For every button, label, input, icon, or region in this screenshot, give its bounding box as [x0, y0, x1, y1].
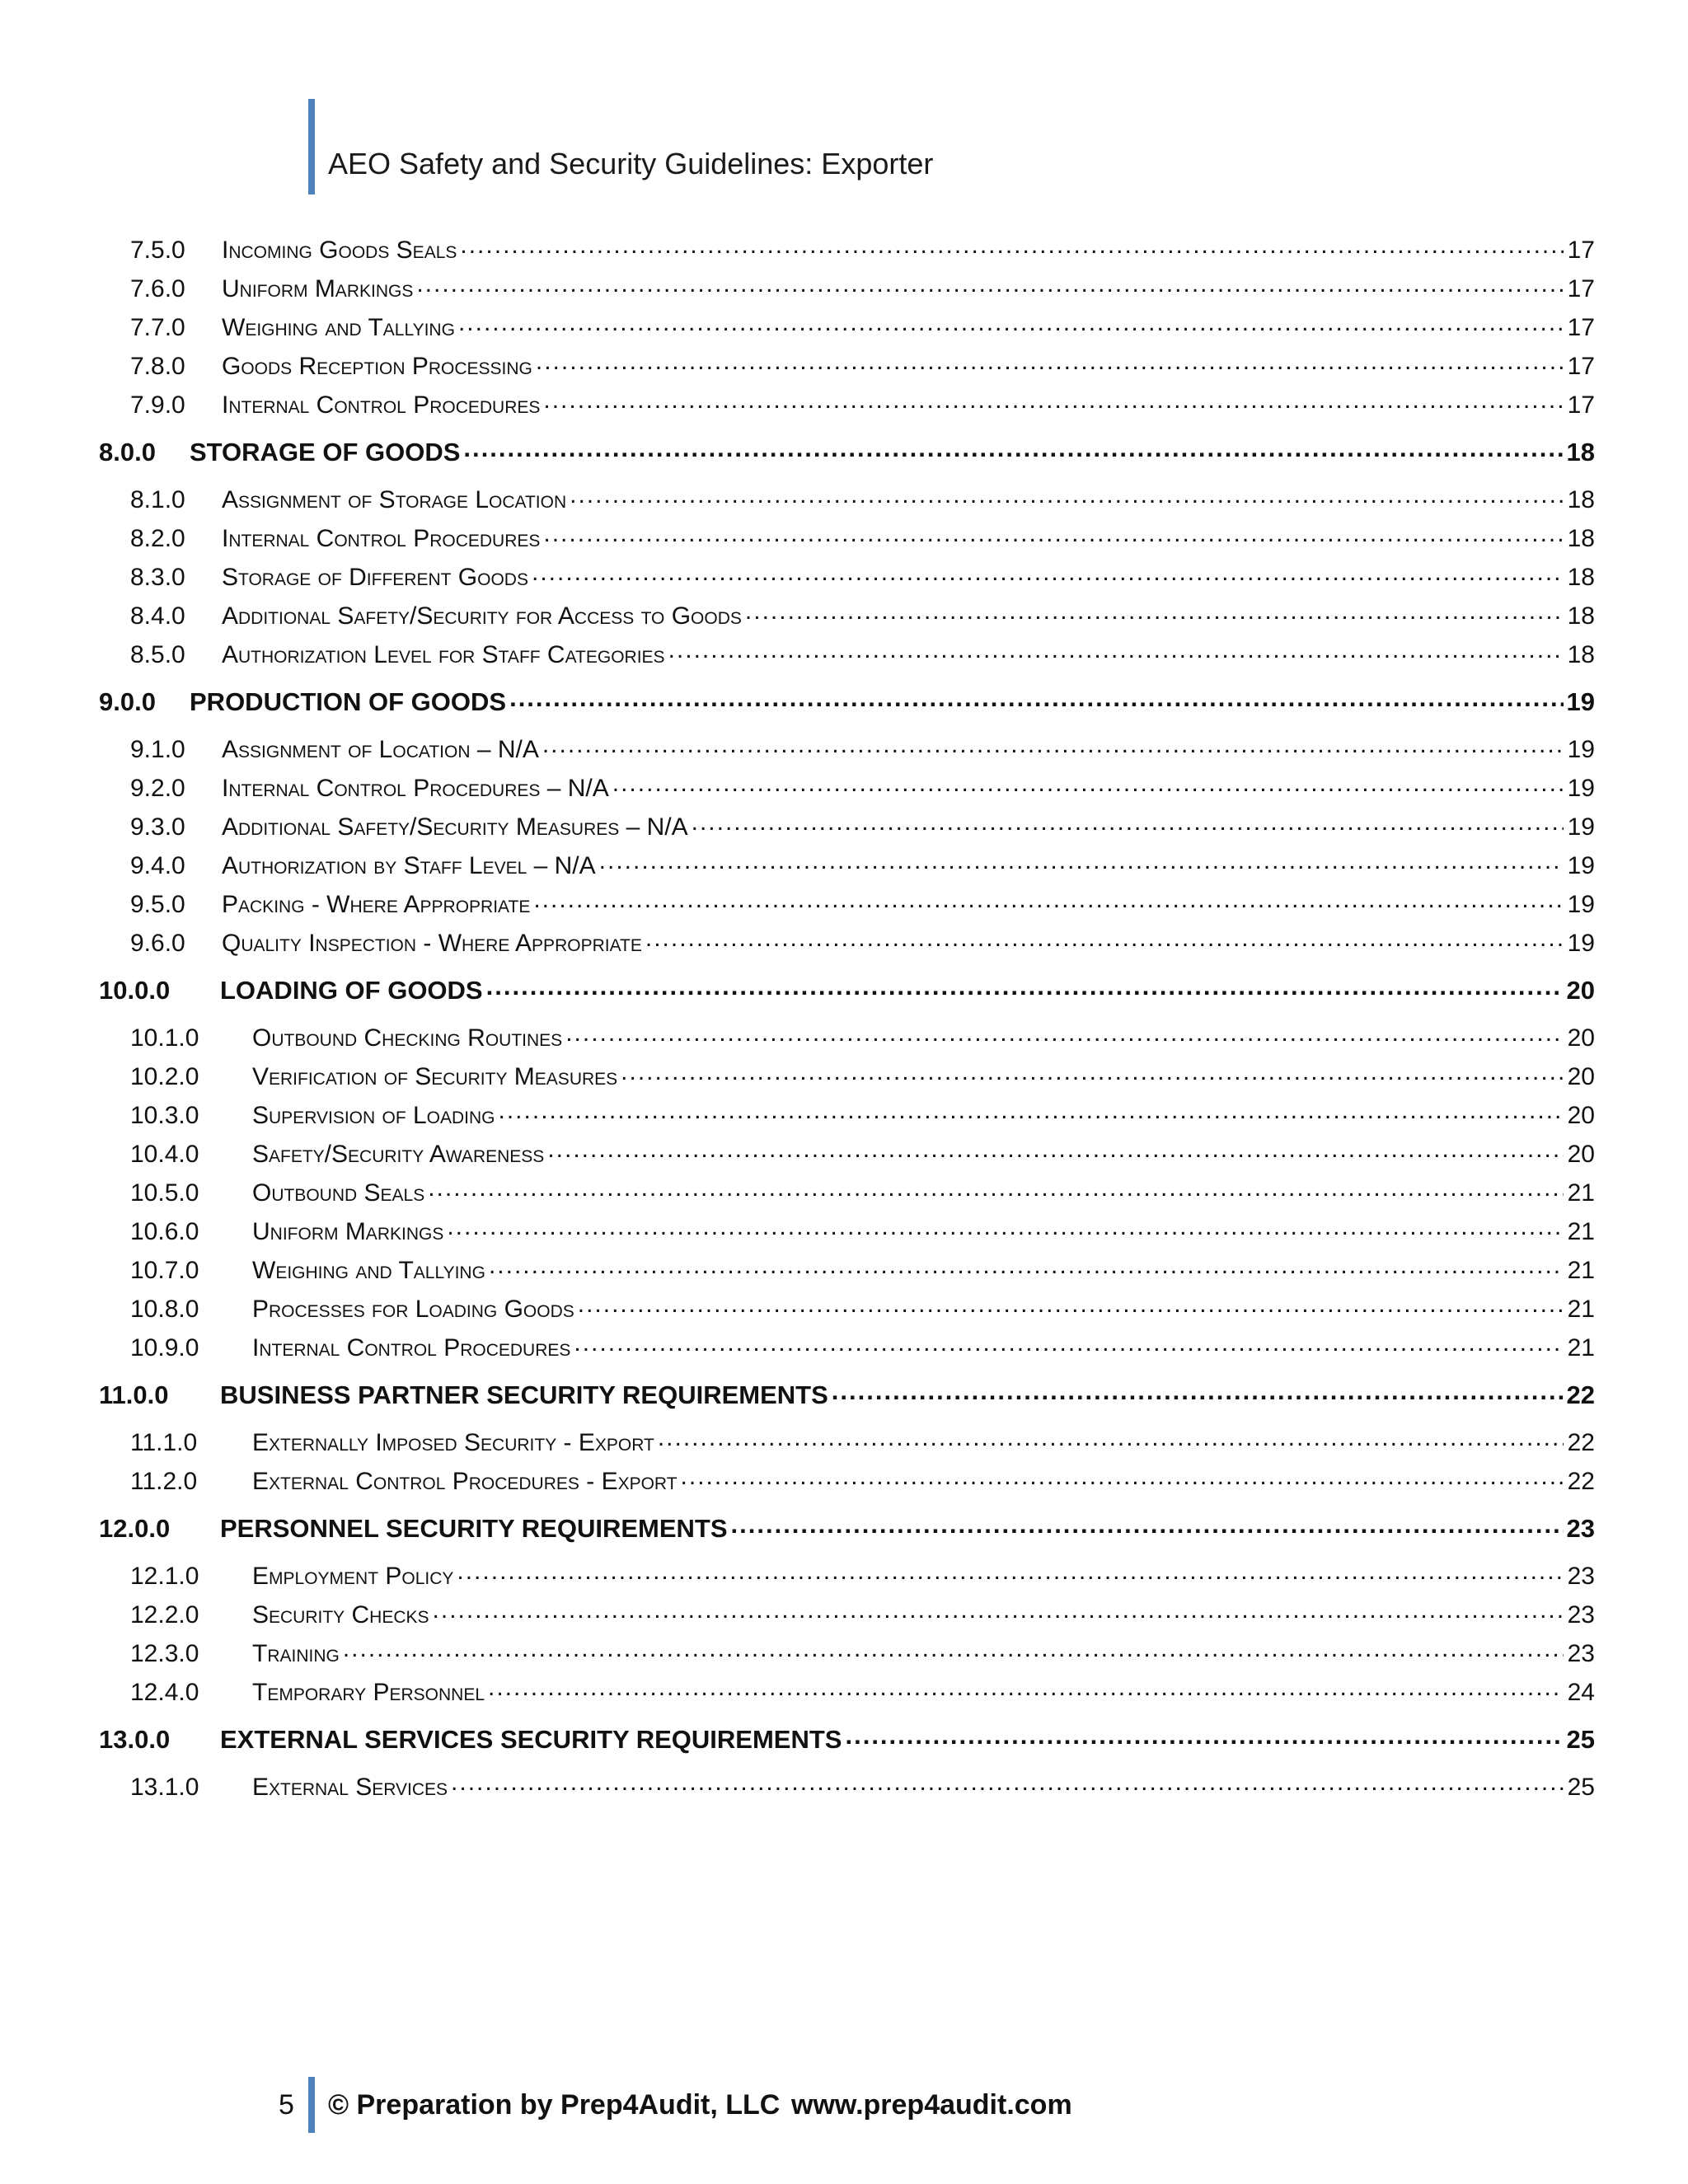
- toc-subsection-entry[interactable]: [99, 1557, 1595, 1596]
- toc-dot-leader: [533, 888, 1564, 912]
- toc-entry-page: 19: [1567, 736, 1595, 763]
- toc-entry-title: Externally Imposed Security - Export: [252, 1429, 654, 1456]
- toc-section-entry[interactable]: [99, 1501, 1595, 1557]
- toc-entry-number: 7.7.0: [130, 314, 185, 341]
- toc-entry-page: 19: [1567, 930, 1595, 957]
- toc-entry-number: 10.1.0: [130, 1024, 199, 1052]
- toc-entry-number: 10.4.0: [130, 1141, 199, 1168]
- toc-dot-leader: [536, 349, 1564, 374]
- toc-dot-leader: [460, 233, 1564, 258]
- toc-entry-page: 21: [1567, 1334, 1595, 1361]
- toc-dot-leader: [547, 1137, 1564, 1162]
- toc-entry-number: 9.1.0: [130, 736, 185, 763]
- toc-entry-page: 25: [1566, 1725, 1595, 1754]
- toc-entry-number: 8.2.0: [130, 525, 185, 552]
- toc-subsection-entry[interactable]: [99, 1290, 1595, 1329]
- toc-entry-title: Employment Policy: [252, 1563, 454, 1590]
- toc-subsection-entry[interactable]: [99, 1212, 1595, 1251]
- toc-subsection-entry[interactable]: [99, 1596, 1595, 1634]
- toc-entry-title: Outbound Seals: [252, 1179, 425, 1207]
- toc-entry-title: Authorization by Staff Level – N/A: [222, 852, 596, 879]
- toc-entry-number: 8.5.0: [130, 641, 185, 668]
- toc-entry-page: 20: [1567, 1141, 1595, 1168]
- toc-entry-number: 9.4.0: [130, 852, 185, 879]
- toc-entry-title: Storage of Different Goods: [222, 564, 528, 591]
- toc-entry-title: Supervision of Loading: [252, 1102, 495, 1129]
- toc-entry-title: Weighing and Tallying: [222, 314, 455, 341]
- toc-entry-title: BUSINESS PARTNER SECURITY REQUIREMENTS: [220, 1380, 828, 1409]
- toc-dot-leader: [457, 1559, 1564, 1584]
- toc-dot-leader: [832, 1378, 1564, 1404]
- toc-dot-leader: [570, 483, 1564, 508]
- toc-subsection-entry[interactable]: [99, 597, 1595, 635]
- toc-entry-title: Weighing and Tallying: [252, 1257, 485, 1284]
- toc-entry-title: Outbound Checking Routines: [252, 1024, 563, 1052]
- toc-entry-number: 9.0.0: [99, 687, 156, 716]
- toc-dot-leader: [499, 1099, 1564, 1123]
- toc-dot-leader: [745, 599, 1564, 624]
- toc-dot-leader: [578, 1292, 1564, 1317]
- toc-section-entry[interactable]: [99, 1367, 1595, 1423]
- toc-entry-page: 18: [1566, 438, 1595, 466]
- toc-entry-title: LOADING OF GOODS: [220, 976, 483, 1005]
- toc-subsection-entry[interactable]: [99, 347, 1595, 386]
- footer-page-number: 5: [279, 2089, 294, 2121]
- toc-entry-page: 20: [1566, 976, 1595, 1005]
- toc-entry-page: 19: [1567, 813, 1595, 841]
- toc-entry-page: 17: [1567, 353, 1595, 380]
- toc-entry-title: Additional Safety/Security for Access to Goods: [222, 602, 742, 630]
- toc-subsection-entry[interactable]: [99, 1634, 1595, 1673]
- toc-entry-page: 19: [1567, 775, 1595, 802]
- toc-entry-title: Internal Control Procedures: [222, 525, 541, 552]
- toc-entry-number: 10.0.0: [99, 976, 171, 1005]
- toc-subsection-entry[interactable]: [99, 386, 1595, 424]
- toc-dot-leader: [845, 1722, 1563, 1748]
- toc-dot-leader: [509, 685, 1563, 710]
- toc-dot-leader: [488, 1675, 1564, 1700]
- toc-section-entry[interactable]: [99, 674, 1595, 730]
- toc-entry-page: 22: [1567, 1468, 1595, 1495]
- toc-subsection-entry[interactable]: [99, 1135, 1595, 1174]
- toc-subsection-entry[interactable]: [99, 1174, 1595, 1212]
- toc-dot-leader: [486, 973, 1564, 999]
- toc-entry-number: 10.7.0: [130, 1257, 199, 1284]
- toc-subsection-entry[interactable]: [99, 231, 1595, 269]
- toc-entry-number: 13.0.0: [99, 1725, 171, 1754]
- toc-dot-leader: [463, 435, 1563, 461]
- toc-entry-title: Verification of Security Measures: [252, 1063, 618, 1090]
- toc-entry-title: Assignment of Location – N/A: [222, 736, 539, 763]
- toc-entry-page: 21: [1567, 1296, 1595, 1323]
- toc-dot-leader: [542, 733, 1564, 757]
- toc-subsection-entry[interactable]: [99, 769, 1595, 808]
- toc-entry-page: 18: [1567, 564, 1595, 591]
- toc-entry-number: 11.2.0: [130, 1468, 198, 1495]
- toc-entry-title: Security Checks: [252, 1601, 429, 1629]
- toc-entry-title: Internal Control Procedures: [222, 391, 541, 419]
- toc-dot-leader: [416, 272, 1564, 297]
- footer-accent-bar: [308, 2077, 315, 2133]
- toc-entry-page: 23: [1567, 1563, 1595, 1590]
- toc-entry-title: Uniform Markings: [222, 275, 414, 302]
- toc-entry-number: 8.0.0: [99, 438, 156, 466]
- toc-dot-leader: [543, 388, 1564, 413]
- toc-dot-leader: [532, 560, 1564, 585]
- toc-dot-leader: [574, 1331, 1564, 1356]
- footer-copyright: © Preparation by Prep4Audit, LLC: [328, 2089, 781, 2121]
- toc-section-entry[interactable]: [99, 963, 1595, 1019]
- toc-entry-title: Safety/Security Awareness: [252, 1141, 545, 1168]
- toc-dot-leader: [565, 1021, 1564, 1046]
- toc-subsection-entry[interactable]: [99, 924, 1595, 963]
- toc-entry-number: 12.0.0: [99, 1514, 171, 1543]
- toc-entry-page: 18: [1567, 602, 1595, 630]
- toc-entry-page: 25: [1567, 1774, 1595, 1801]
- toc-dot-leader: [612, 771, 1564, 796]
- toc-subsection-entry[interactable]: [99, 1057, 1595, 1096]
- toc-entry-number: 12.2.0: [130, 1601, 199, 1629]
- toc-entry-number: 13.1.0: [130, 1774, 199, 1801]
- toc-subsection-entry[interactable]: [99, 1768, 1595, 1807]
- toc-dot-leader: [658, 1426, 1564, 1451]
- toc-entry-title: Temporary Personnel: [252, 1679, 485, 1706]
- toc-entry-page: 20: [1567, 1024, 1595, 1052]
- toc-dot-leader: [668, 638, 1564, 663]
- toc-dot-leader: [543, 522, 1564, 546]
- toc-subsection-entry[interactable]: [99, 1096, 1595, 1135]
- toc-entry-number: 9.6.0: [130, 930, 185, 957]
- toc-subsection-entry[interactable]: [99, 519, 1595, 558]
- toc-entry-number: 10.8.0: [130, 1296, 199, 1323]
- toc-dot-leader: [731, 1511, 1564, 1537]
- toc-entry-page: 18: [1567, 641, 1595, 668]
- toc-entry-page: 22: [1567, 1429, 1595, 1456]
- toc-entry-page: 19: [1566, 687, 1595, 716]
- toc-entry-number: 8.3.0: [130, 564, 185, 591]
- toc-subsection-entry[interactable]: [99, 269, 1595, 308]
- toc-entry-page: 17: [1567, 237, 1595, 264]
- toc-subsection-entry[interactable]: [99, 1251, 1595, 1290]
- table-of-contents: [99, 231, 1595, 1807]
- toc-entry-page: 22: [1566, 1380, 1595, 1409]
- toc-entry-number: 7.8.0: [130, 353, 185, 380]
- toc-entry-page: 21: [1567, 1218, 1595, 1245]
- toc-dot-leader: [681, 1465, 1564, 1489]
- toc-entry-title: Internal Control Procedures – N/A: [222, 775, 609, 802]
- toc-entry-number: 9.2.0: [130, 775, 185, 802]
- toc-entry-title: Incoming Goods Seals: [222, 237, 457, 264]
- toc-entry-title: Packing - Where Appropriate: [222, 891, 531, 918]
- toc-entry-page: 23: [1567, 1640, 1595, 1667]
- toc-entry-page: 18: [1567, 486, 1595, 513]
- toc-entry-number: 7.5.0: [130, 237, 185, 264]
- toc-entry-page: 17: [1567, 275, 1595, 302]
- toc-entry-page: 21: [1567, 1179, 1595, 1207]
- toc-entry-title: Assignment of Storage Location: [222, 486, 567, 513]
- toc-dot-leader: [458, 311, 1564, 335]
- toc-entry-number: 10.2.0: [130, 1063, 199, 1090]
- toc-entry-page: 17: [1567, 391, 1595, 419]
- toc-entry-title: EXTERNAL SERVICES SECURITY REQUIREMENTS: [220, 1725, 842, 1754]
- toc-entry-number: 10.3.0: [130, 1102, 199, 1129]
- toc-entry-page: 20: [1567, 1063, 1595, 1090]
- toc-section-entry[interactable]: [99, 1712, 1595, 1768]
- toc-entry-page: 19: [1567, 891, 1595, 918]
- toc-entry-title: PERSONNEL SECURITY REQUIREMENTS: [220, 1514, 728, 1543]
- toc-entry-number: 11.0.0: [99, 1380, 169, 1409]
- toc-dot-leader: [645, 926, 1564, 951]
- toc-dot-leader: [447, 1215, 1564, 1240]
- toc-subsection-entry[interactable]: [99, 1462, 1595, 1501]
- toc-dot-leader: [433, 1598, 1564, 1623]
- toc-entry-number: 12.3.0: [130, 1640, 199, 1667]
- toc-entry-title: PRODUCTION OF GOODS: [190, 687, 507, 716]
- toc-entry-number: 10.6.0: [130, 1218, 199, 1245]
- toc-entry-page: 17: [1567, 314, 1595, 341]
- toc-subsection-entry[interactable]: [99, 480, 1595, 519]
- toc-entry-number: 7.6.0: [130, 275, 185, 302]
- toc-dot-leader: [489, 1254, 1564, 1278]
- toc-subsection-entry[interactable]: [99, 846, 1595, 885]
- toc-subsection-entry[interactable]: [99, 1019, 1595, 1057]
- toc-entry-number: 10.5.0: [130, 1179, 199, 1207]
- toc-entry-number: 9.5.0: [130, 891, 185, 918]
- toc-subsection-entry[interactable]: [99, 558, 1595, 597]
- toc-entry-number: 10.9.0: [130, 1334, 199, 1361]
- toc-subsection-entry[interactable]: [99, 808, 1595, 846]
- toc-section-entry[interactable]: [99, 424, 1595, 480]
- toc-entry-page: 20: [1567, 1102, 1595, 1129]
- toc-entry-page: 19: [1567, 852, 1595, 879]
- toc-entry-number: 9.3.0: [130, 813, 185, 841]
- toc-dot-leader: [621, 1060, 1564, 1085]
- toc-entry-title: Processes for Loading Goods: [252, 1296, 574, 1323]
- toc-entry-number: 12.4.0: [130, 1679, 199, 1706]
- toc-subsection-entry[interactable]: [99, 308, 1595, 347]
- header-accent-bar: [308, 99, 315, 194]
- toc-entry-number: 7.9.0: [130, 391, 185, 419]
- toc-subsection-entry[interactable]: [99, 730, 1595, 769]
- footer-url[interactable]: www.prep4audit.com: [791, 2089, 1072, 2121]
- toc-subsection-entry[interactable]: [99, 1673, 1595, 1712]
- toc-entry-title: Quality Inspection - Where Appropriate: [222, 930, 642, 957]
- toc-entry-title: Goods Reception Processing: [222, 353, 532, 380]
- toc-entry-page: 21: [1567, 1257, 1595, 1284]
- toc-entry-page: 23: [1566, 1514, 1595, 1543]
- toc-entry-page: 23: [1567, 1601, 1595, 1629]
- toc-entry-title: Authorization Level for Staff Categories: [222, 641, 665, 668]
- toc-entry-title: Internal Control Procedures: [252, 1334, 571, 1361]
- toc-entry-title: Training: [252, 1640, 340, 1667]
- toc-subsection-entry[interactable]: [99, 1329, 1595, 1367]
- toc-subsection-entry[interactable]: [99, 635, 1595, 674]
- toc-entry-page: 24: [1567, 1679, 1595, 1706]
- toc-entry-number: 8.1.0: [130, 486, 185, 513]
- toc-entry-number: 8.4.0: [130, 602, 185, 630]
- toc-entry-number: 12.1.0: [130, 1563, 199, 1590]
- document-title: AEO Safety and Security Guidelines: Exporter: [328, 147, 934, 180]
- toc-subsection-entry[interactable]: [99, 885, 1595, 924]
- toc-dot-leader: [692, 810, 1564, 835]
- toc-dot-leader: [343, 1637, 1564, 1661]
- toc-dot-leader: [599, 849, 1564, 874]
- toc-entry-page: 18: [1567, 525, 1595, 552]
- toc-entry-title: External Services: [252, 1774, 448, 1801]
- toc-dot-leader: [451, 1770, 1564, 1795]
- toc-entry-number: 11.1.0: [130, 1429, 198, 1456]
- toc-entry-title: STORAGE OF GOODS: [190, 438, 461, 466]
- toc-entry-title: Uniform Markings: [252, 1218, 444, 1245]
- toc-entry-title: Additional Safety/Security Measures – N/A: [222, 813, 688, 841]
- toc-subsection-entry[interactable]: [99, 1423, 1595, 1462]
- toc-dot-leader: [428, 1176, 1564, 1201]
- toc-entry-title: External Control Procedures - Export: [252, 1468, 678, 1495]
